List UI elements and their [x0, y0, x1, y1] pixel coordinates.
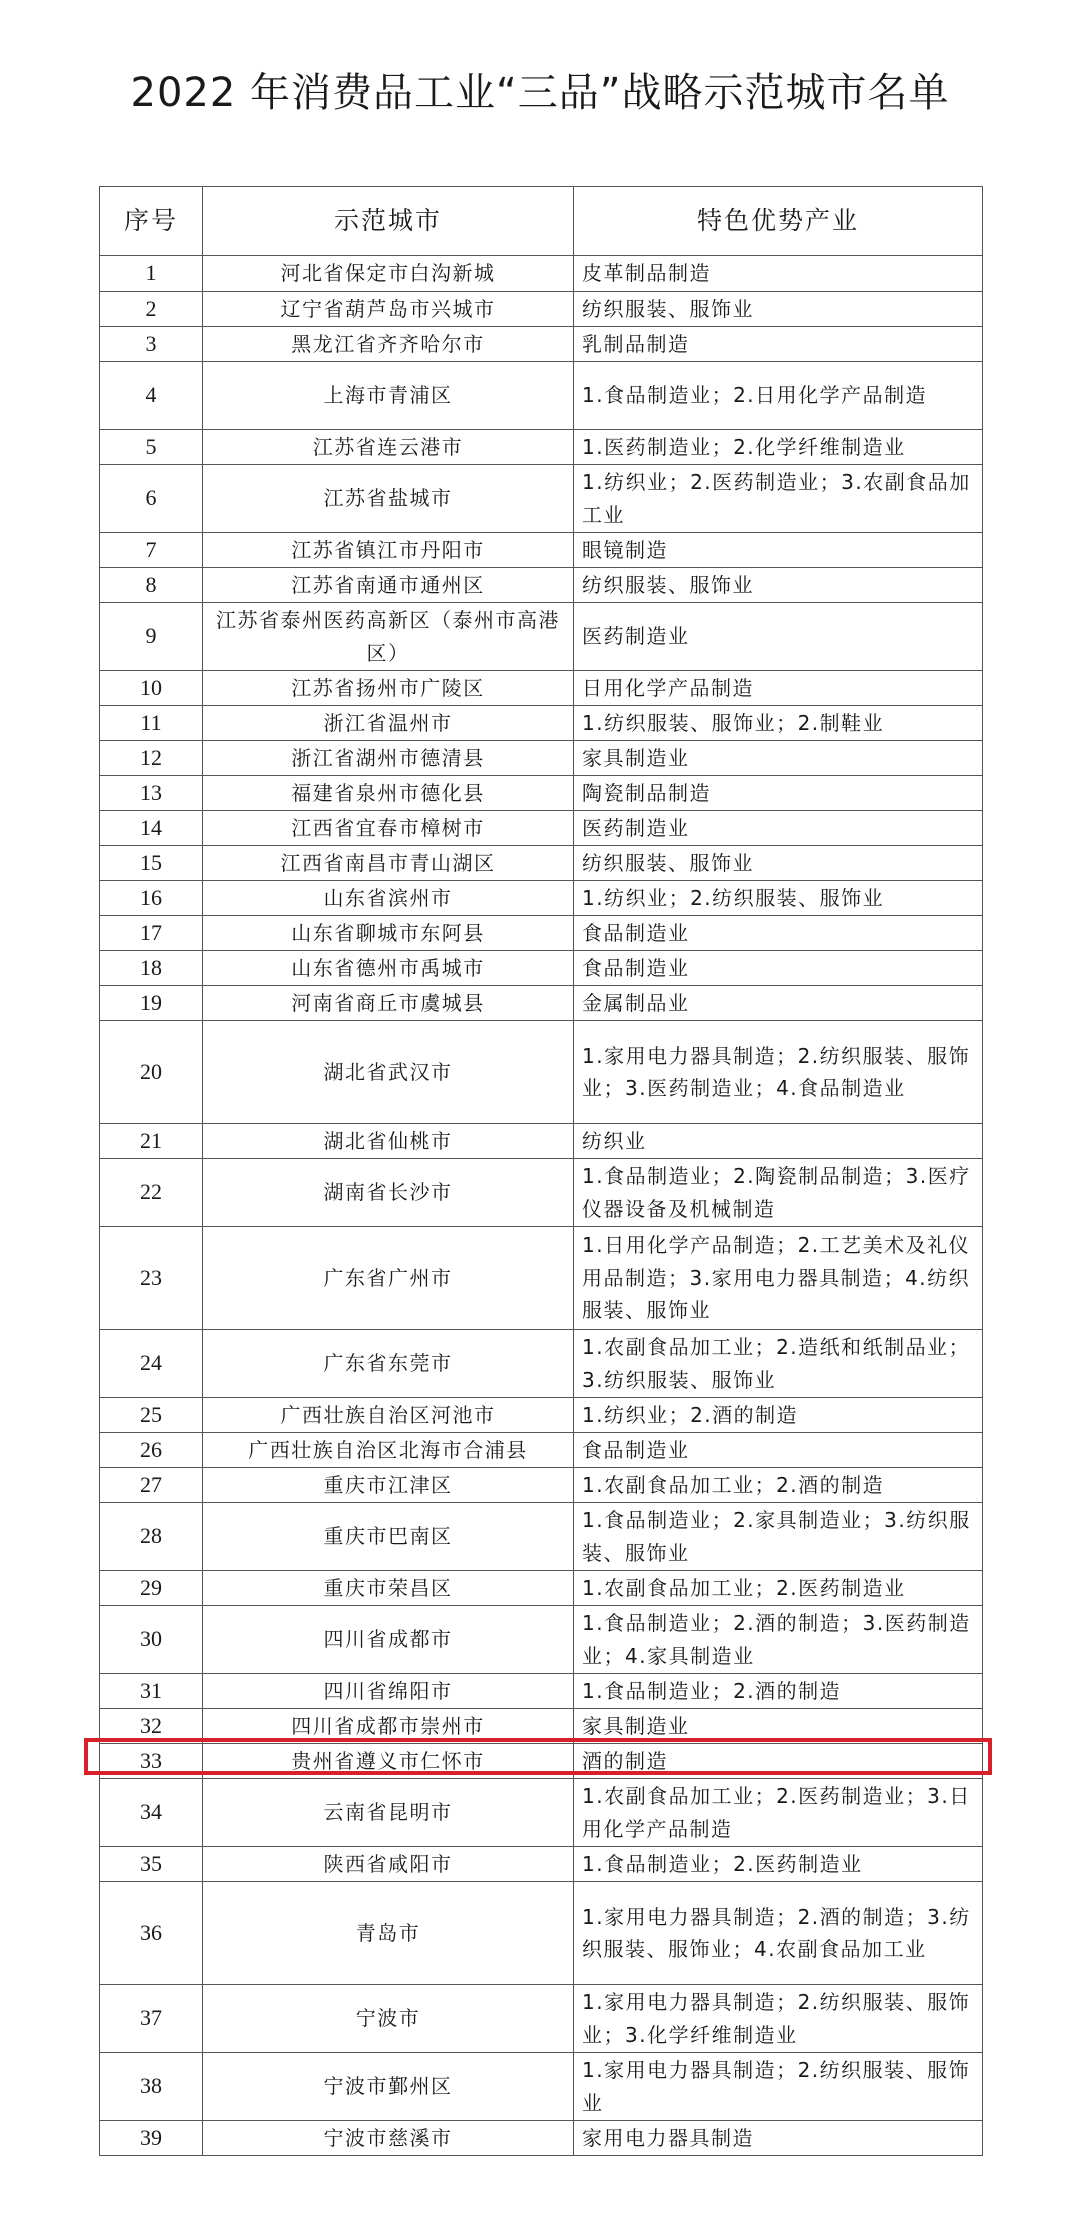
- table-row: [100, 951, 983, 986]
- row-industry: 1.纺织业；2.酒的制造: [574, 1398, 983, 1433]
- row-city: 河北省保定市白沟新城: [203, 256, 574, 292]
- row-number: 6: [100, 465, 203, 533]
- row-industry: 皮革制品制造: [574, 256, 983, 292]
- table-row: [100, 327, 983, 362]
- row-city: 山东省聊城市东阿县: [203, 916, 574, 951]
- table-row: [100, 1124, 983, 1159]
- table-row: [100, 1709, 983, 1744]
- column-header-industry: 特色优势产业: [574, 187, 983, 256]
- row-number: 39: [100, 2121, 203, 2156]
- row-city: 辽宁省葫芦岛市兴城市: [203, 292, 574, 327]
- row-number: 1: [100, 256, 203, 292]
- row-city: 四川省成都市: [203, 1606, 574, 1674]
- table-row: [100, 1985, 983, 2053]
- row-industry: 1.农副食品加工业；2.酒的制造: [574, 1468, 983, 1503]
- table-row: [100, 1227, 983, 1330]
- row-industry: 1.食品制造业；2.家具制造业；3.纺织服装、服饰业: [574, 1503, 983, 1571]
- row-industry: 1.日用化学产品制造；2.工艺美术及礼仪用品制造；3.家用电力器具制造；4.纺织服装、服饰业: [574, 1227, 983, 1330]
- row-industry: 1.农副食品加工业；2.医药制造业: [574, 1571, 983, 1606]
- table-row: [100, 811, 983, 846]
- row-number: 11: [100, 706, 203, 741]
- row-city: 江苏省盐城市: [203, 465, 574, 533]
- row-city: 广西壮族自治区河池市: [203, 1398, 574, 1433]
- table-row: [100, 1744, 983, 1779]
- row-city: 重庆市江津区: [203, 1468, 574, 1503]
- row-industry: 酒的制造: [574, 1744, 983, 1779]
- row-number: 8: [100, 568, 203, 603]
- table-row: [100, 1779, 983, 1847]
- row-city: 湖南省长沙市: [203, 1159, 574, 1227]
- row-industry: 纺织业: [574, 1124, 983, 1159]
- row-city: 贵州省遵义市仁怀市: [203, 1744, 574, 1779]
- table-row: [100, 1021, 983, 1124]
- table-row: [100, 1606, 983, 1674]
- table-row: [100, 568, 983, 603]
- row-number: 27: [100, 1468, 203, 1503]
- table-row: [100, 846, 983, 881]
- row-number: 26: [100, 1433, 203, 1468]
- table-row: [100, 1398, 983, 1433]
- row-number: 25: [100, 1398, 203, 1433]
- row-number: 13: [100, 776, 203, 811]
- row-number: 12: [100, 741, 203, 776]
- row-city: 山东省滨州市: [203, 881, 574, 916]
- table-row: [100, 1159, 983, 1227]
- row-number: 9: [100, 603, 203, 671]
- table-row: [100, 986, 983, 1021]
- row-city: 福建省泉州市德化县: [203, 776, 574, 811]
- row-industry: 1.食品制造业；2.酒的制造: [574, 1674, 983, 1709]
- row-city: 江苏省南通市通州区: [203, 568, 574, 603]
- table-row: [100, 256, 983, 292]
- row-city: 重庆市巴南区: [203, 1503, 574, 1571]
- row-number: 22: [100, 1159, 203, 1227]
- row-city: 重庆市荣昌区: [203, 1571, 574, 1606]
- row-industry: 家具制造业: [574, 741, 983, 776]
- row-city: 广西壮族自治区北海市合浦县: [203, 1433, 574, 1468]
- row-number: 3: [100, 327, 203, 362]
- row-city: 湖北省仙桃市: [203, 1124, 574, 1159]
- row-city: 江苏省镇江市丹阳市: [203, 533, 574, 568]
- row-city: 宁波市慈溪市: [203, 2121, 574, 2156]
- row-industry: 1.医药制造业；2.化学纤维制造业: [574, 430, 983, 465]
- row-city: 广东省广州市: [203, 1227, 574, 1330]
- city-list-table: [99, 186, 983, 2156]
- row-city: 四川省成都市崇州市: [203, 1709, 574, 1744]
- row-industry: 纺织服装、服饰业: [574, 292, 983, 327]
- table-row: [100, 916, 983, 951]
- table-row: [100, 741, 983, 776]
- row-number: 32: [100, 1709, 203, 1744]
- table-row: [100, 881, 983, 916]
- row-number: 7: [100, 533, 203, 568]
- row-number: 15: [100, 846, 203, 881]
- row-industry: 纺织服装、服饰业: [574, 846, 983, 881]
- column-header-city: 示范城市: [203, 187, 574, 256]
- row-number: 18: [100, 951, 203, 986]
- row-industry: 1.纺织服装、服饰业；2.制鞋业: [574, 706, 983, 741]
- row-city: 上海市青浦区: [203, 362, 574, 430]
- row-number: 16: [100, 881, 203, 916]
- row-industry: 家具制造业: [574, 1709, 983, 1744]
- row-industry: 1.家用电力器具制造；2.酒的制造；3.纺织服装、服饰业；4.农副食品加工业: [574, 1882, 983, 1985]
- row-number: 29: [100, 1571, 203, 1606]
- row-city: 陕西省咸阳市: [203, 1847, 574, 1882]
- table-row: [100, 603, 983, 671]
- row-number: 23: [100, 1227, 203, 1330]
- row-industry: 1.纺织业；2.医药制造业；3.农副食品加工业: [574, 465, 983, 533]
- row-industry: 金属制品业: [574, 986, 983, 1021]
- row-city: 江西省南昌市青山湖区: [203, 846, 574, 881]
- row-city: 宁波市鄞州区: [203, 2053, 574, 2121]
- row-industry: 1.家用电力器具制造；2.纺织服装、服饰业；3.化学纤维制造业: [574, 1985, 983, 2053]
- table-row: [100, 1468, 983, 1503]
- row-industry: 医药制造业: [574, 603, 983, 671]
- row-city: 黑龙江省齐齐哈尔市: [203, 327, 574, 362]
- row-number: 14: [100, 811, 203, 846]
- row-industry: 食品制造业: [574, 1433, 983, 1468]
- row-industry: 1.农副食品加工业；2.医药制造业；3.日用化学产品制造: [574, 1779, 983, 1847]
- row-industry: 医药制造业: [574, 811, 983, 846]
- row-industry: 1.农副食品加工业；2.造纸和纸制品业；3.纺织服装、服饰业: [574, 1330, 983, 1398]
- row-industry: 1.纺织业；2.纺织服装、服饰业: [574, 881, 983, 916]
- table-header-row: [100, 187, 983, 256]
- row-number: 21: [100, 1124, 203, 1159]
- table-row: [100, 430, 983, 465]
- row-industry: 食品制造业: [574, 951, 983, 986]
- row-industry: 眼镜制造: [574, 533, 983, 568]
- row-number: 28: [100, 1503, 203, 1571]
- table-row: [100, 1674, 983, 1709]
- row-number: 33: [100, 1744, 203, 1779]
- row-industry: 日用化学产品制造: [574, 671, 983, 706]
- row-number: 31: [100, 1674, 203, 1709]
- row-number: 35: [100, 1847, 203, 1882]
- table-row: [100, 706, 983, 741]
- row-city: 广东省东莞市: [203, 1330, 574, 1398]
- row-industry: 1.家用电力器具制造；2.纺织服装、服饰业: [574, 2053, 983, 2121]
- table-row: [100, 1330, 983, 1398]
- row-number: 30: [100, 1606, 203, 1674]
- row-city: 湖北省武汉市: [203, 1021, 574, 1124]
- table-row: [100, 362, 983, 430]
- table-row: [100, 671, 983, 706]
- row-industry: 食品制造业: [574, 916, 983, 951]
- table-row: [100, 2121, 983, 2156]
- row-number: 20: [100, 1021, 203, 1124]
- row-number: 24: [100, 1330, 203, 1398]
- row-city: 浙江省温州市: [203, 706, 574, 741]
- row-city: 江苏省连云港市: [203, 430, 574, 465]
- row-city: 四川省绵阳市: [203, 1674, 574, 1709]
- table-row: [100, 533, 983, 568]
- row-city: 宁波市: [203, 1985, 574, 2053]
- row-industry: 1.家用电力器具制造；2.纺织服装、服饰业；3.医药制造业；4.食品制造业: [574, 1021, 983, 1124]
- row-city: 青岛市: [203, 1882, 574, 1985]
- table-row: [100, 1433, 983, 1468]
- row-industry: 家用电力器具制造: [574, 2121, 983, 2156]
- table-row: [100, 2053, 983, 2121]
- row-industry: 陶瓷制品制造: [574, 776, 983, 811]
- row-industry: 乳制品制造: [574, 327, 983, 362]
- row-industry: 纺织服装、服饰业: [574, 568, 983, 603]
- table-row: [100, 776, 983, 811]
- row-number: 5: [100, 430, 203, 465]
- table-row: [100, 1882, 983, 1985]
- row-number: 36: [100, 1882, 203, 1985]
- row-number: 38: [100, 2053, 203, 2121]
- page-title: 2022 年消费品工业“三品”战略示范城市名单: [130, 70, 950, 116]
- row-city: 江苏省泰州医药高新区（泰州市高港区）: [203, 603, 574, 671]
- row-number: 37: [100, 1985, 203, 2053]
- table-body: [100, 256, 983, 2156]
- row-number: 19: [100, 986, 203, 1021]
- table-row: [100, 465, 983, 533]
- row-number: 17: [100, 916, 203, 951]
- row-number: 2: [100, 292, 203, 327]
- table-row: [100, 1503, 983, 1571]
- row-number: 4: [100, 362, 203, 430]
- column-header-number: 序号: [100, 187, 203, 256]
- row-industry: 1.食品制造业；2.酒的制造；3.医药制造业；4.家具制造业: [574, 1606, 983, 1674]
- row-number: 34: [100, 1779, 203, 1847]
- table-row: [100, 1847, 983, 1882]
- row-city: 云南省昆明市: [203, 1779, 574, 1847]
- row-city: 山东省德州市禹城市: [203, 951, 574, 986]
- row-city: 浙江省湖州市德清县: [203, 741, 574, 776]
- row-industry: 1.食品制造业；2.日用化学产品制造: [574, 362, 983, 430]
- table-row: [100, 292, 983, 327]
- row-industry: 1.食品制造业；2.陶瓷制品制造；3.医疗仪器设备及机械制造: [574, 1159, 983, 1227]
- row-city: 江西省宜春市樟树市: [203, 811, 574, 846]
- row-city: 江苏省扬州市广陵区: [203, 671, 574, 706]
- table-row: [100, 1571, 983, 1606]
- row-industry: 1.食品制造业；2.医药制造业: [574, 1847, 983, 1882]
- row-number: 10: [100, 671, 203, 706]
- row-city: 河南省商丘市虞城县: [203, 986, 574, 1021]
